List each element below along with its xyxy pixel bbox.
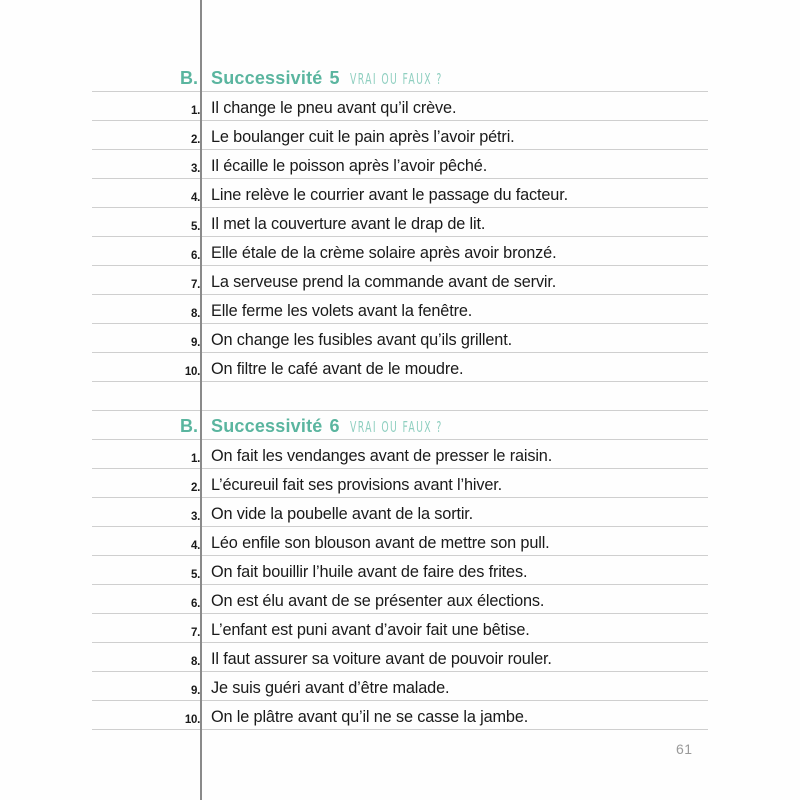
item-number: 9. (191, 685, 200, 697)
list-item (0, 236, 800, 265)
item-text: L’écureuil fait ses provisions avant l’hiver. (211, 476, 502, 494)
list-item (0, 497, 800, 526)
item-text: L’enfant est puni avant d’avoir fait une bêtise. (211, 621, 530, 639)
item-text: Il écaille le poisson après l’avoir pêché. (211, 157, 488, 175)
list-item (0, 642, 800, 671)
item-number: 3. (191, 511, 200, 523)
item-text: Léo enfile son blouson avant de mettre son pull. (211, 534, 550, 552)
item-number: 8. (191, 308, 200, 320)
list-item (0, 584, 800, 613)
item-number: 2. (191, 134, 200, 146)
section-heading (0, 62, 800, 91)
item-number: 9. (191, 337, 200, 349)
list-item (0, 700, 800, 729)
item-number: 8. (191, 656, 200, 668)
list-item (0, 323, 800, 352)
item-number: 2. (191, 482, 200, 494)
item-number: 4. (191, 192, 200, 204)
list-item (0, 613, 800, 642)
item-number: 10. (184, 714, 200, 726)
section-title (211, 416, 499, 437)
section-title-text: Successivité (211, 68, 323, 88)
true-false-tag: VRAI OU FAUX ? (349, 418, 443, 436)
section-letter: B. (180, 68, 198, 88)
section-heading (0, 410, 800, 439)
section-number: 6 (329, 416, 340, 436)
item-text: Il change le pneu avant qu’il crève. (211, 99, 457, 117)
item-number: 4. (191, 540, 200, 552)
item-text: Le boulanger cuit le pain après l’avoir pétri. (211, 128, 515, 146)
item-number: 6. (191, 598, 200, 610)
true-false-tag: VRAI OU FAUX ? (349, 70, 443, 88)
section-title-text: Successivité (211, 416, 323, 436)
item-text: La serveuse prend la commande avant de servir. (211, 273, 557, 291)
section-title (211, 68, 499, 89)
item-number: 5. (191, 221, 200, 233)
item-number: 3. (191, 163, 200, 175)
list-item (0, 555, 800, 584)
list-item (0, 120, 800, 149)
item-number: 1. (191, 105, 200, 117)
section-number: 5 (329, 68, 340, 88)
list-item (0, 178, 800, 207)
section-letter: B. (180, 416, 198, 436)
item-text: On filtre le café avant de le moudre. (211, 360, 464, 378)
list-item (0, 526, 800, 555)
item-text: On change les fusibles avant qu’ils grillent. (211, 331, 512, 349)
item-text: On fait bouillir l’huile avant de faire des frites. (211, 563, 528, 581)
list-item (0, 149, 800, 178)
list-item (0, 352, 800, 381)
item-number: 1. (191, 453, 200, 465)
list-item (0, 265, 800, 294)
item-text: On vide la poubelle avant de la sortir. (211, 505, 474, 523)
list-item (0, 91, 800, 120)
item-text: Line relève le courrier avant le passage du facteur. (211, 186, 568, 204)
item-number: 7. (191, 627, 200, 639)
list-item (0, 671, 800, 700)
page-number: 61 (676, 741, 693, 757)
item-text: On est élu avant de se présenter aux élections. (211, 592, 545, 610)
list-item (0, 468, 800, 497)
list-item (0, 439, 800, 468)
list-item (0, 294, 800, 323)
item-number: 5. (191, 569, 200, 581)
item-text: Il faut assurer sa voiture avant de pouvoir rouler. (211, 650, 552, 668)
item-text: On le plâtre avant qu’il ne se casse la jambe. (211, 708, 529, 726)
item-number: 6. (191, 250, 200, 262)
item-text: On fait les vendanges avant de presser le raisin. (211, 447, 553, 465)
item-text: Je suis guéri avant d’être malade. (211, 679, 450, 697)
item-text: Elle étale de la crème solaire après avoir bronzé. (211, 244, 557, 262)
item-text: Il met la couverture avant le drap de lit. (211, 215, 486, 233)
item-text: Elle ferme les volets avant la fenêtre. (211, 302, 473, 320)
list-item (0, 207, 800, 236)
ruled-line (92, 381, 708, 382)
item-number: 7. (191, 279, 200, 291)
ruled-line (92, 729, 708, 730)
item-number: 10. (184, 366, 200, 378)
